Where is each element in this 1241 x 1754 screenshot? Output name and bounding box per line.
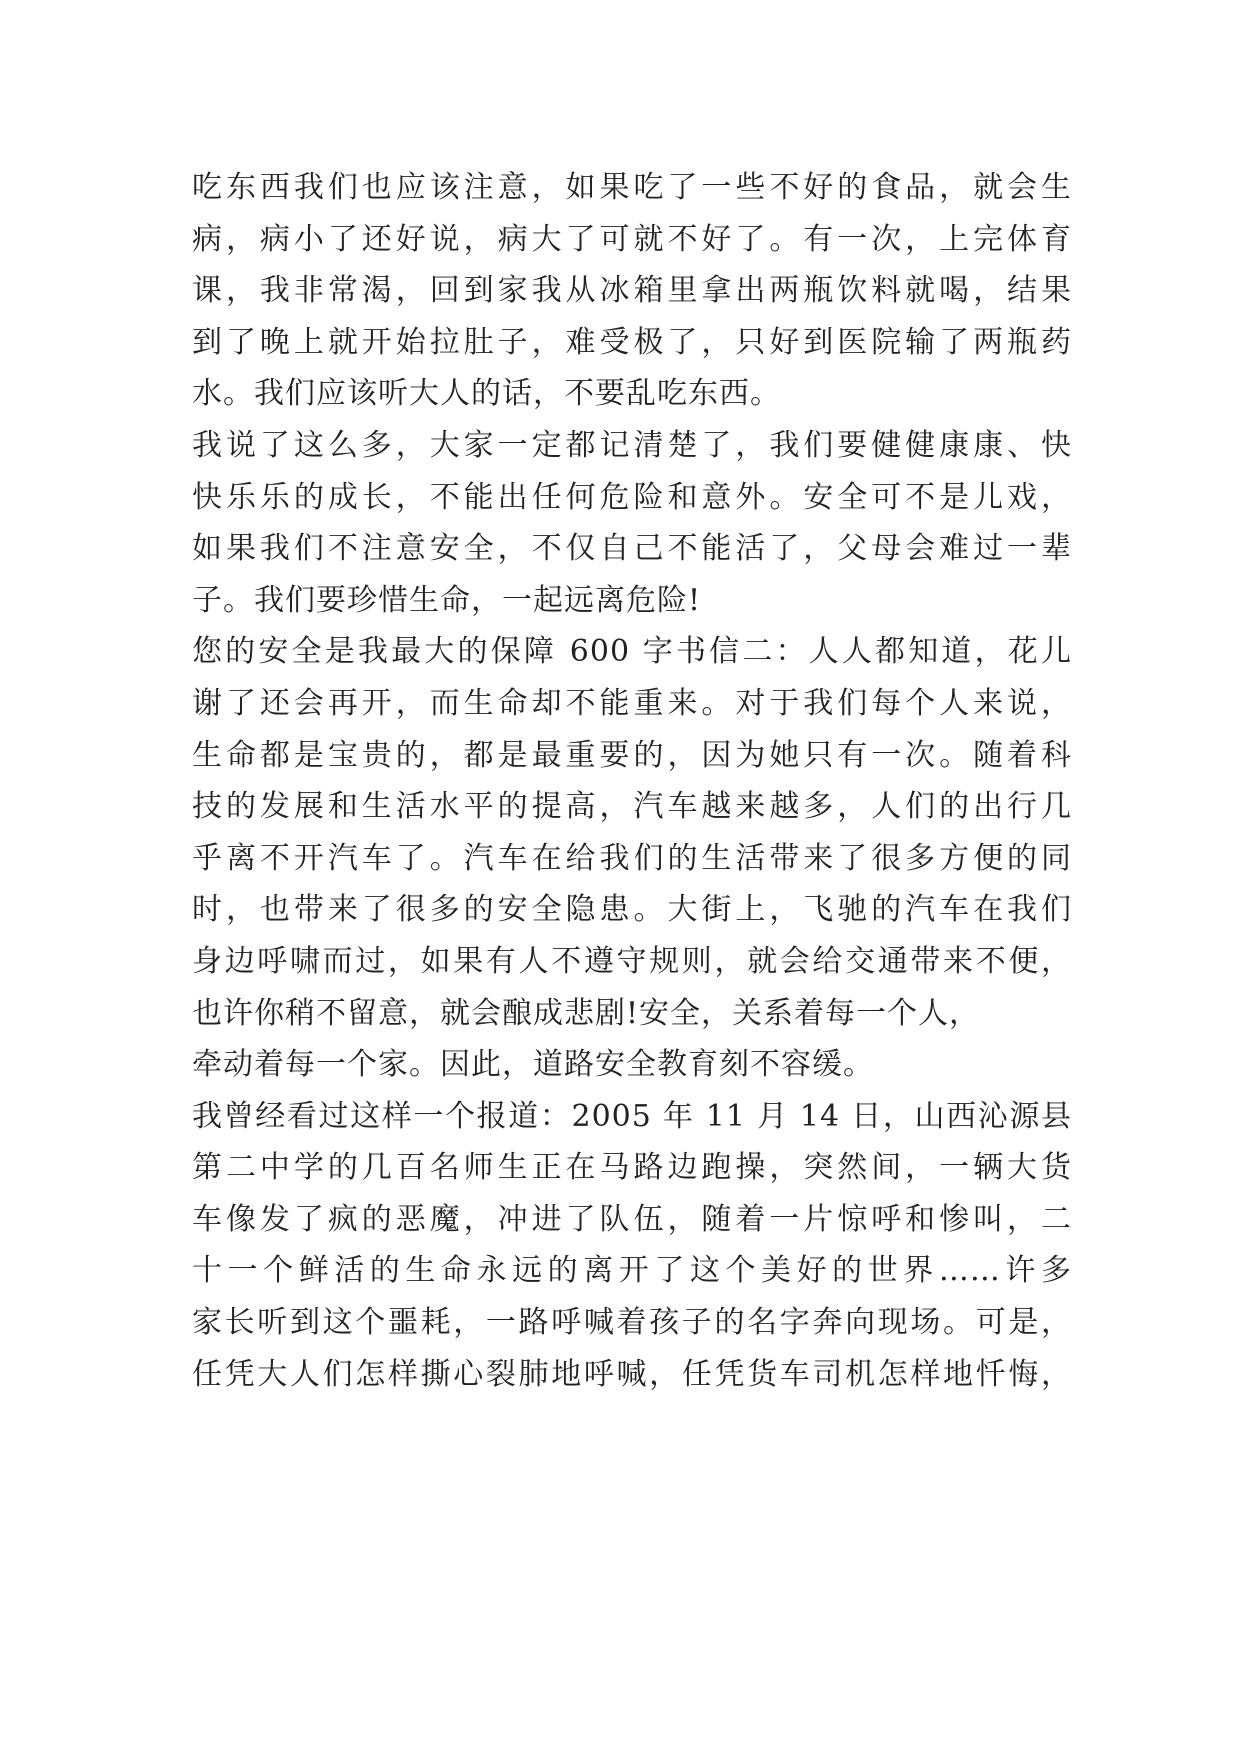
text-line: 谢了还会再开，而生命却不能重来。对于我们每个人来说， bbox=[192, 685, 1072, 721]
text-line: 生命都是宝贵的，都是最重要的，因为她只有一次。随着科 bbox=[192, 737, 1072, 773]
text-line: 车像发了疯的恶魔，冲进了队伍，随着一片惊呼和惨叫，二 bbox=[192, 1201, 1072, 1237]
text-line: 我曾经看过这样一个报道：2005 年 11 月 14 日，山西沁源县 bbox=[192, 1098, 1072, 1134]
text-line: 牵动着每一个家。因此，道路安全教育刻不容缓。 bbox=[192, 1047, 874, 1083]
text-line: 家长听到这个噩耗，一路呼喊着孩子的名字奔向现场。可是， bbox=[192, 1305, 1072, 1341]
text-line: 课，我非常渴，回到家我从冰箱里拿出两瓶饮料就喝，结果 bbox=[192, 273, 1072, 309]
text-line: 病，病小了还好说，病大了可就不好了。有一次，上完体育 bbox=[192, 221, 1072, 257]
text-line: 任凭大人们怎样撕心裂肺地呼喊，任凭货车司机怎样地忏悔， bbox=[192, 1356, 1072, 1392]
text-line: 乎离不开汽车了。汽车在给我们的生活带来了很多方便的同 bbox=[192, 840, 1072, 876]
text-line: 身边呼啸而过，如果有人不遵守规则，就会给交通带来不便， bbox=[192, 943, 1072, 979]
text-line: 技的发展和生活水平的提高，汽车越来越多，人们的出行几 bbox=[192, 789, 1072, 825]
text-line: 第二中学的几百名师生正在马路边跑操，突然间，一辆大货 bbox=[192, 1150, 1072, 1186]
text-line: 水。我们应该听大人的话，不要乱吃东西。 bbox=[192, 376, 781, 412]
text-line: 到了晚上就开始拉肚子，难受极了，只好到医院输了两瓶药 bbox=[192, 324, 1072, 360]
document-body bbox=[192, 162, 1072, 1400]
text-line: 时，也带来了很多的安全隐患。大街上，飞驰的汽车在我们 bbox=[192, 892, 1072, 928]
text-line: 十一个鲜活的生命永远的离开了这个美好的世界……许多 bbox=[192, 1253, 1072, 1289]
text-line: 快乐乐的成长，不能出任何危险和意外。安全可不是儿戏， bbox=[192, 479, 1072, 515]
text-line: 您的安全是我最大的保障 600 字书信二：人人都知道，花儿 bbox=[192, 634, 1072, 670]
text-line: 吃东西我们也应该注意，如果吃了一些不好的食品，就会生 bbox=[192, 170, 1072, 205]
text-line: 子。我们要珍惜生命，一起远离危险! bbox=[192, 582, 702, 618]
text-line: 如果我们不注意安全，不仅自己不能活了，父母会难过一辈 bbox=[192, 531, 1072, 567]
text-line: 也许你稍不留意，就会酿成悲剧!安全，关系着每一个人， bbox=[192, 995, 981, 1031]
text-line: 我说了这么多，大家一定都记清楚了，我们要健健康康、快 bbox=[192, 427, 1072, 463]
